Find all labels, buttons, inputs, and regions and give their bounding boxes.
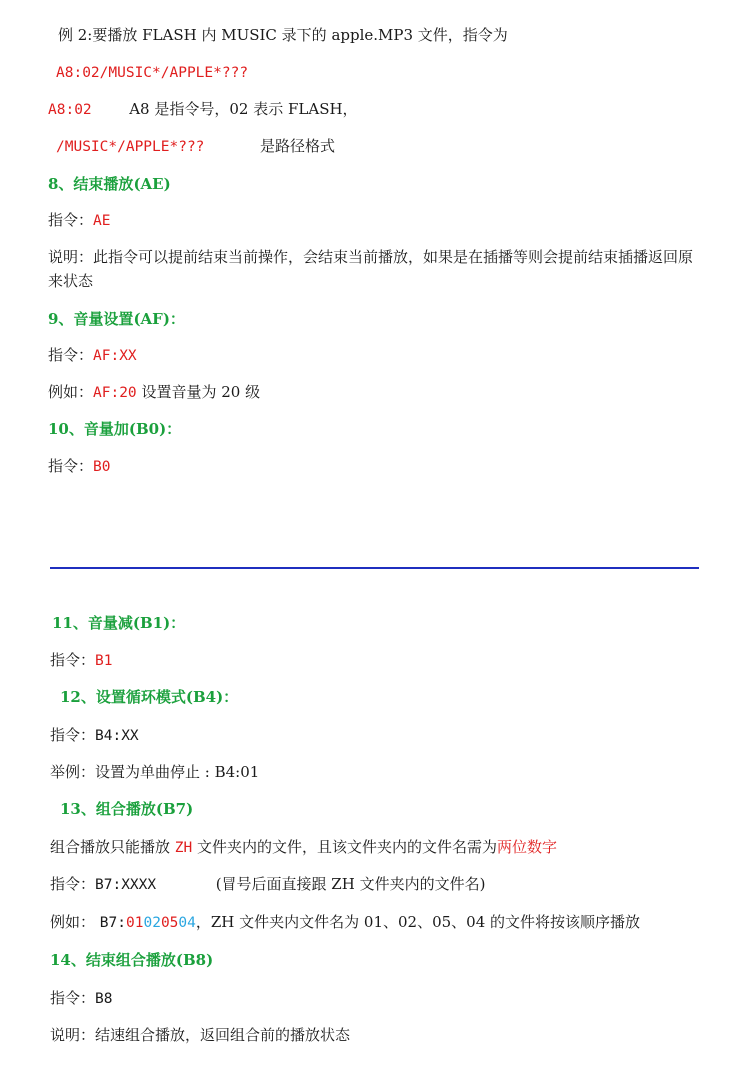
section-8-description: 说明：此指令可以提前结束当前操作，会结束当前播放，如果是在插播等则会提前结束插播返回原来状态 xyxy=(48,248,694,290)
cmd-label: 指令： xyxy=(50,651,96,669)
section-9-example xyxy=(48,382,260,403)
cmd-code-desc: A8 是指令号，02 表示 FLASH， xyxy=(129,100,358,118)
path-desc: 是路径格式 xyxy=(259,137,335,155)
cmd-value: B0 xyxy=(93,459,111,475)
section-13-command xyxy=(50,874,485,895)
section-10-command xyxy=(48,456,110,477)
section-10-heading: 10、音量加(B0)： xyxy=(48,420,182,438)
cmd-value: B1 xyxy=(95,653,113,669)
path-part: /MUSIC*/APPLE*??? xyxy=(56,139,205,155)
example-label: 例如： xyxy=(50,913,96,931)
cmd-label: 指令： xyxy=(48,346,94,364)
cmd-value: AF:XX xyxy=(93,348,137,364)
section-14-heading: 14、结束组合播放(B8) xyxy=(50,951,214,969)
cmd-label: 指令： xyxy=(50,989,96,1007)
example-text: 设置为单曲停止 : B4:01 xyxy=(95,763,260,781)
example-intro: 例 2:要播放 FLASH 内 MUSIC 录下的 apple.MP3 文件，指令为 xyxy=(58,26,508,44)
example-desc: ，ZH 文件夹内文件名为 01、02、05、04 的文件将按该顺序播放 xyxy=(195,913,641,931)
section-9-heading: 9、音量设置(AF)： xyxy=(48,310,185,328)
section-9-command xyxy=(48,345,137,366)
example-path-command: A8:02/MUSIC*/APPLE*??? xyxy=(56,65,249,81)
cmd-value: AE xyxy=(93,213,111,229)
example-value: AF:20 xyxy=(93,385,137,401)
example-code-line xyxy=(48,99,358,120)
section-12-heading: 12、设置循环模式(B4)： xyxy=(60,688,239,706)
page-divider xyxy=(50,567,699,569)
section-8-command xyxy=(48,210,110,231)
example-prefix: B7: xyxy=(99,915,126,931)
cmd-note: (冒号后面直接跟 ZH 文件夹内的文件名) xyxy=(215,875,486,893)
example-label: 例如： xyxy=(48,383,94,401)
desc-part-a: 组合播放只能播放 xyxy=(50,838,175,856)
desc-part-b: 文件夹内的文件，且该文件夹内的文件名需为 xyxy=(192,838,498,856)
cmd-label: 指令： xyxy=(50,875,96,893)
desc-zh: ZH xyxy=(174,840,193,856)
section-13-heading: 13、组合播放(B7) xyxy=(60,800,194,818)
cmd-value: B7:XXXX xyxy=(95,877,157,893)
example-digit-3: 05 xyxy=(160,915,179,931)
example-desc: 设置音量为 20 级 xyxy=(136,383,261,401)
section-13-example xyxy=(50,912,640,933)
section-11-heading: 11、音量减(B1)： xyxy=(52,614,186,632)
example-digit-4: 04 xyxy=(178,915,196,931)
cmd-label: 指令： xyxy=(48,211,94,229)
section-12-example xyxy=(50,762,259,782)
example-digit-2: 02 xyxy=(143,915,161,931)
cmd-label: 指令： xyxy=(50,726,96,744)
section-12-command xyxy=(50,725,139,746)
example-digit-1: 01 xyxy=(126,915,144,931)
section-13-description xyxy=(50,837,557,858)
section-8-heading: 8、结束播放(AE) xyxy=(48,175,171,193)
cmd-value: B4:XX xyxy=(95,728,139,744)
example-label: 举例： xyxy=(50,763,96,781)
section-14-description: 说明：结速组合播放，返回组合前的播放状态 xyxy=(50,1026,351,1044)
cmd-value: B8 xyxy=(95,991,113,1007)
example-path-line xyxy=(56,136,335,157)
desc-highlight: 两位数字 xyxy=(497,838,558,856)
cmd-label: 指令： xyxy=(48,457,94,475)
section-14-command xyxy=(50,988,112,1009)
section-11-command xyxy=(50,650,112,671)
cmd-code: A8:02 xyxy=(48,102,92,118)
